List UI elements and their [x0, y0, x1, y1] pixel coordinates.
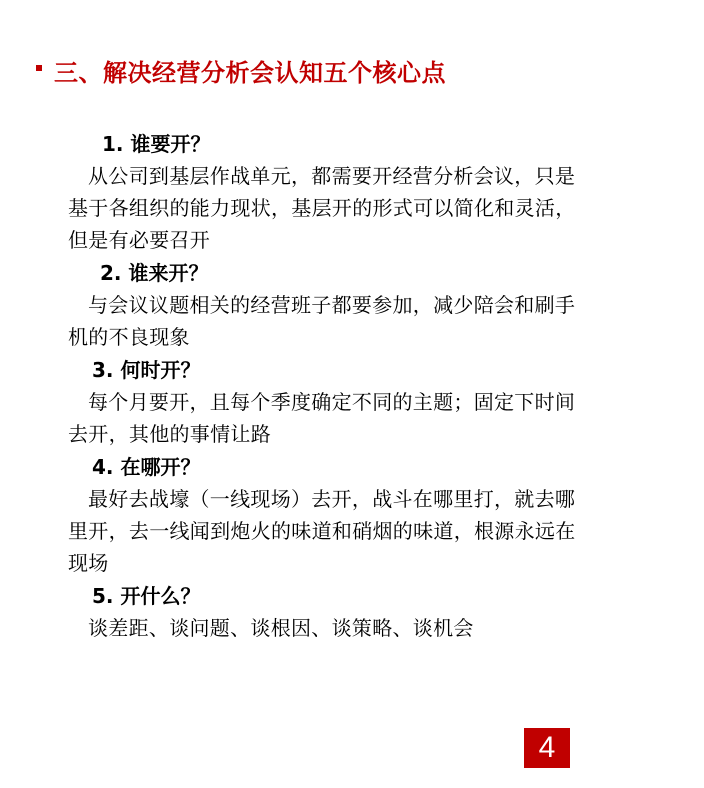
title-bullet-icon	[36, 65, 42, 71]
question-3: 3. 何时开？	[92, 358, 201, 382]
qa-list	[68, 128, 588, 645]
answer-1: 从公司到基层作战单元，都需要开经营分析会议，只是基于各组织的能力现状，基层开的形式可以简化和灵活，但是有必要召开	[68, 164, 576, 252]
answer-3: 每个月要开，且每个季度确定不同的主题；固定下时间去开，其他的事情让路	[68, 390, 576, 446]
answer-4: 最好去战壕（一线现场）去开，战斗在哪里打，就去哪里开，去一线闻到炮火的味道和硝烟的味道，根源永远在现场	[68, 487, 576, 575]
question-2: 2. 谁来开？	[100, 261, 209, 285]
slide-title	[36, 50, 446, 90]
question-5: 5. 开什么？	[92, 584, 201, 608]
question-4: 4. 在哪开？	[92, 455, 201, 479]
answer-2: 与会议议题相关的经营班子都要参加，减少陪会和刷手机的不良现象	[68, 293, 576, 349]
question-1: 1. 谁要开？	[102, 132, 211, 156]
page-number-badge: 4	[524, 728, 570, 768]
answer-5: 谈差距、谈问题、谈根因、谈策略、谈机会	[88, 616, 474, 640]
title-text: 三、解决经营分析会认知五个核心点	[54, 58, 446, 87]
